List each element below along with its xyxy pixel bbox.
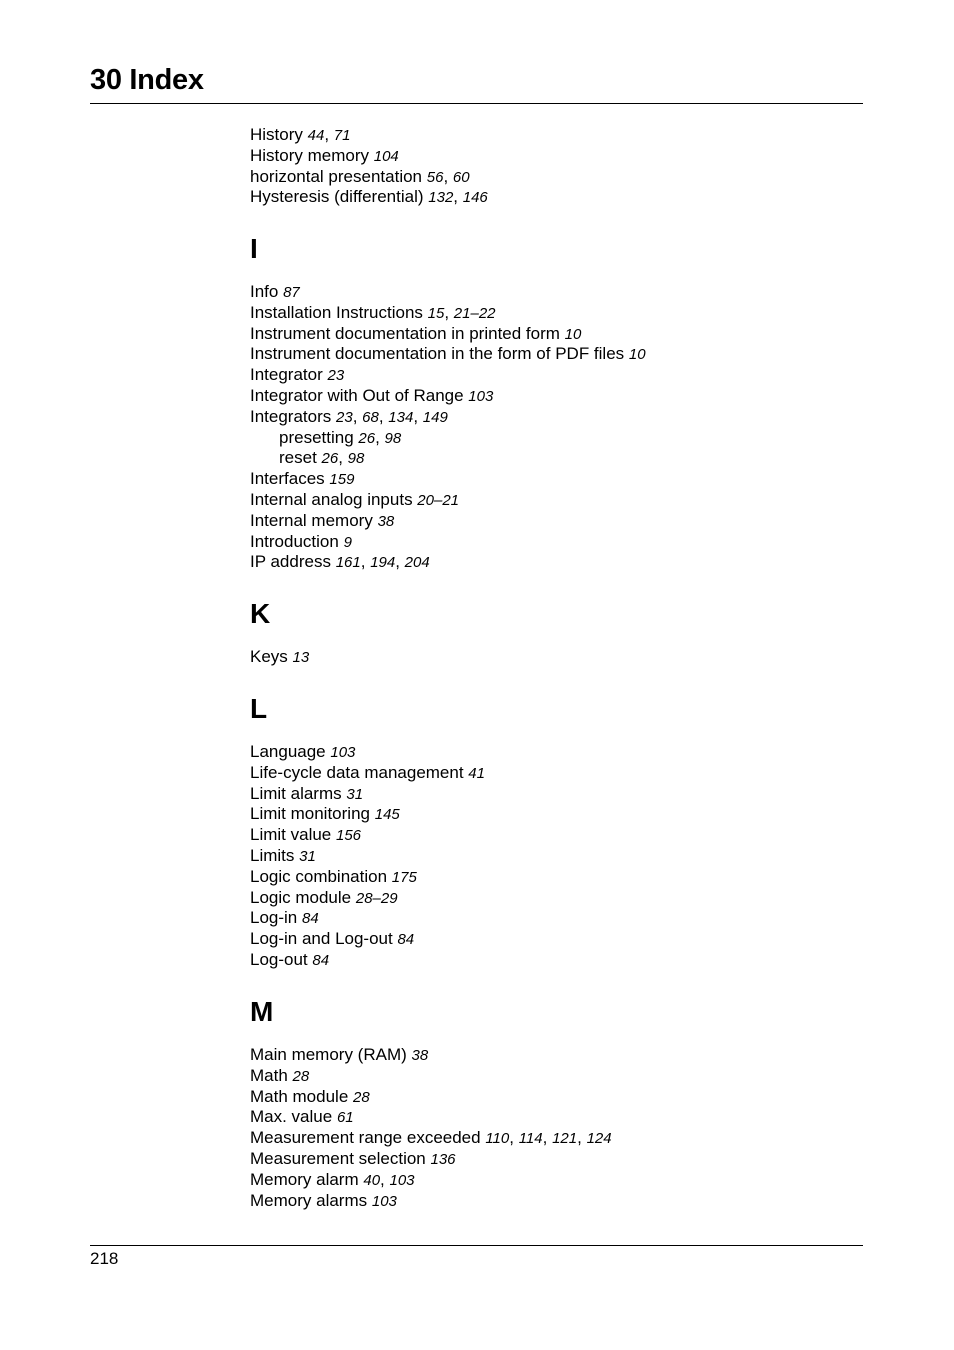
section-letter: M (250, 996, 274, 1027)
page-reference-link[interactable]: 28–29 (355, 889, 398, 907)
index-entry (250, 888, 485, 909)
index-section (250, 125, 488, 208)
page-reference-link[interactable]: 38 (377, 512, 395, 530)
index-subentry: reset 26, 98 (279, 448, 365, 468)
index-entry (250, 742, 485, 763)
page-reference-link[interactable]: 103 (371, 1192, 397, 1210)
index-term: Memory alarm (250, 1169, 359, 1189)
page-reference-link[interactable]: 194 (370, 554, 396, 572)
index-entry (250, 784, 485, 805)
page-reference-link[interactable]: 103 (330, 744, 356, 761)
index-term: Internal memory (250, 510, 373, 530)
page-reference-link[interactable]: 28 (292, 1067, 310, 1085)
index-entry (250, 647, 309, 668)
index-entry (250, 386, 646, 407)
index-term: Internal analog inputs (250, 489, 413, 509)
index-entry (250, 763, 485, 784)
index-term: Log-out (250, 949, 308, 969)
page-reference-link[interactable]: 28 (353, 1088, 370, 1106)
page-reference-link[interactable]: 149 (422, 408, 448, 426)
index-term: Integrator with Out of Range (250, 385, 464, 405)
page-reference-link[interactable]: 159 (329, 471, 355, 489)
index-term: History memory (250, 145, 370, 165)
index-entry (250, 825, 485, 846)
page-reference-link[interactable]: 10 (628, 346, 646, 364)
index-term: Measurement range exceeded (250, 1128, 481, 1148)
index-term: Info (250, 282, 279, 301)
page-reference-link[interactable]: 104 (373, 147, 399, 165)
index-term: Math module (250, 1086, 349, 1106)
page-reference-link[interactable]: 23 (327, 367, 345, 385)
index-term: reset (279, 448, 317, 468)
page-reference-link[interactable]: 61 (336, 1109, 354, 1127)
page-reference-link[interactable]: 44 (307, 127, 325, 144)
index-section (250, 742, 485, 971)
index-term: Limit monitoring (250, 804, 370, 824)
index-entry: Integrators 23, 68, 134, 149 (250, 406, 448, 426)
chapter-title: 30 Index (90, 64, 204, 96)
index-term: horizontal presentation (250, 166, 423, 186)
index-term: Max. value (250, 1107, 333, 1127)
page-reference-link[interactable]: 38 (411, 1047, 429, 1064)
index-term: Log-in (250, 908, 298, 928)
footer-divider (90, 1245, 863, 1246)
section-letter: L (250, 693, 268, 724)
index-entry: IP address 161, 194, 204 (250, 552, 430, 572)
index-term: History (250, 125, 303, 144)
index-subentry: presetting 26, 98 (279, 427, 402, 447)
index-term: Hysteresis (differential) (250, 187, 424, 207)
page-reference-link[interactable]: 110 (485, 1130, 510, 1148)
index-entry (250, 1149, 612, 1170)
index-entry (250, 365, 646, 386)
index-entry (250, 324, 646, 345)
index-entry: Installation Instructions 15, 21–22 (250, 302, 496, 322)
page-reference-link[interactable]: 204 (404, 554, 430, 572)
page-reference-link[interactable]: 84 (312, 951, 330, 969)
page-reference-link[interactable]: 124 (586, 1130, 612, 1148)
page-reference-link[interactable]: 13 (292, 649, 310, 666)
index-term: Measurement selection (250, 1148, 426, 1168)
index-entry (250, 532, 646, 553)
page-reference-link[interactable]: 21–22 (453, 304, 496, 322)
page-reference-link[interactable]: 23 (336, 408, 353, 426)
page-reference-link[interactable]: 71 (333, 127, 351, 144)
index-term: presetting (279, 427, 354, 447)
header-divider (90, 103, 863, 104)
index-entry (250, 490, 646, 511)
page-reference-link[interactable]: 10 (564, 325, 582, 343)
index-entry: Hysteresis (differential) 132, 146 (250, 187, 488, 207)
index-term: Memory alarms (250, 1190, 368, 1210)
page-reference-link[interactable]: 87 (283, 284, 300, 301)
page-reference-link[interactable]: 156 (336, 827, 362, 845)
page-number: 218 (90, 1249, 119, 1268)
page-reference-link[interactable]: 84 (397, 931, 415, 949)
index-term: IP address (250, 552, 331, 572)
page-reference-link[interactable]: 121 (552, 1130, 578, 1148)
index-term: Language (250, 742, 326, 761)
page-reference-link[interactable]: 31 (346, 785, 364, 803)
page-reference-link[interactable]: 26 (321, 450, 339, 468)
page-reference-link[interactable]: 134 (388, 408, 414, 426)
index-term: Installation Instructions (250, 302, 423, 322)
page-reference-link[interactable]: 26 (358, 429, 376, 447)
page-reference-link[interactable]: 40 (363, 1171, 381, 1189)
index-term: Limits (250, 845, 295, 865)
index-entry (250, 146, 488, 167)
index-entry: History 44, 71 (250, 125, 351, 144)
index-entry: horizontal presentation 56, 60 (250, 166, 470, 186)
index-term: Integrator (250, 365, 323, 385)
index-entry (250, 1087, 612, 1108)
index-term: Limit alarms (250, 783, 342, 803)
page-reference-link[interactable]: 136 (430, 1150, 456, 1168)
index-entry (250, 1191, 612, 1212)
section-letter: K (250, 598, 271, 629)
index-entry (250, 469, 646, 490)
page-reference-link[interactable]: 60 (452, 168, 470, 186)
index-entry (250, 511, 646, 532)
index-term: Log-in and Log-out (250, 929, 393, 949)
index-term: Interfaces (250, 469, 325, 489)
page-reference-link[interactable]: 146 (462, 189, 488, 207)
index-term: Introduction (250, 531, 339, 551)
index-term: Logic module (250, 887, 352, 907)
index-term: Instrument documentation in the form of PDF files (250, 344, 625, 364)
index-entry (250, 1066, 612, 1087)
index-entry: Measurement range exceeded 110, 114, 121, 124 (250, 1128, 612, 1148)
page-reference-link[interactable]: 68 (362, 408, 379, 426)
page-reference-link[interactable]: 31 (299, 847, 316, 865)
page-reference-link[interactable]: 98 (347, 450, 365, 468)
page-reference-link[interactable]: 84 (302, 910, 319, 928)
index-term: Life-cycle data management (250, 762, 464, 782)
page-reference-link[interactable]: 9 (343, 533, 352, 551)
index-entry (250, 846, 485, 867)
index-entry (250, 1045, 612, 1066)
index-entry (250, 950, 485, 971)
page-reference-link[interactable]: 175 (391, 868, 417, 886)
index-entry (250, 867, 485, 888)
page-reference-link[interactable]: 15 (427, 304, 445, 322)
section-letter: I (250, 233, 258, 264)
page-reference-link[interactable]: 20–21 (417, 491, 460, 509)
index-term: Limit value (250, 825, 332, 845)
page-reference-link[interactable]: 103 (468, 387, 494, 405)
index-term: Math (250, 1065, 288, 1085)
index-section (250, 647, 309, 668)
page-reference-link[interactable]: 132 (428, 189, 454, 207)
index-entry (250, 1107, 612, 1128)
index-term: Keys (250, 647, 288, 666)
index-entry (250, 804, 485, 825)
page-reference-link[interactable]: 56 (426, 168, 444, 186)
index-term: Logic combination (250, 866, 388, 886)
page-reference-link[interactable]: 114 (518, 1130, 543, 1148)
index-term: Instrument documentation in printed form (250, 323, 560, 343)
index-section (250, 282, 646, 573)
index-entry (250, 282, 646, 303)
page-reference-link[interactable]: 161 (335, 554, 361, 572)
page-reference-link[interactable]: 145 (374, 806, 400, 824)
index-entry (250, 908, 485, 929)
index-entry: Memory alarm 40, 103 (250, 1169, 415, 1189)
page-reference-link[interactable]: 103 (389, 1171, 415, 1189)
index-term: Main memory (RAM) (250, 1045, 407, 1064)
page-reference-link[interactable]: 98 (384, 429, 402, 447)
index-term: Integrators (250, 406, 332, 426)
page-reference-link[interactable]: 41 (468, 764, 485, 782)
index-entry (250, 344, 646, 365)
index-section (250, 1045, 612, 1211)
index-entry (250, 929, 485, 950)
